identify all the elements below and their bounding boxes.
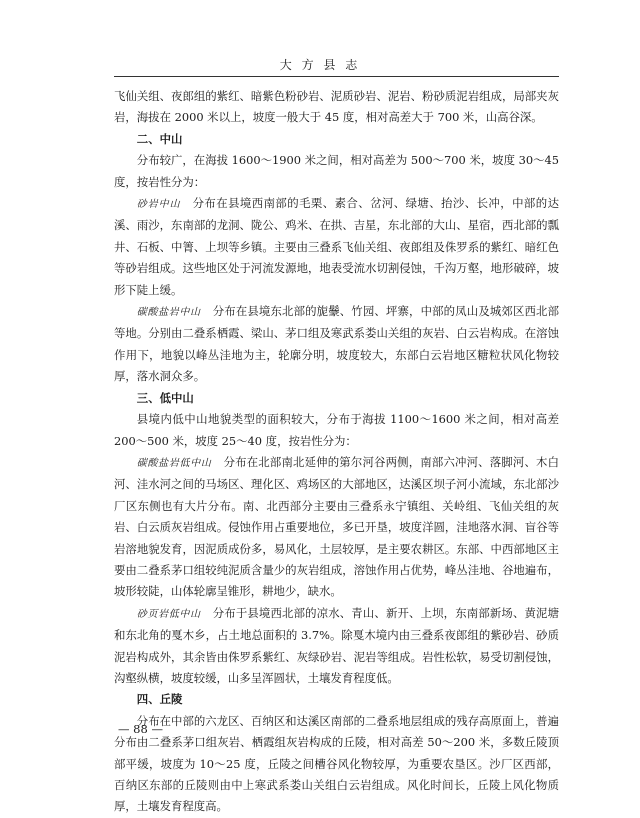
running-head: 大 方 县 志 [279, 58, 361, 72]
term-paragraph [114, 193, 559, 301]
term-label: 碳酸盐岩低中山 [136, 457, 212, 469]
term-text: 分布在县境西南部的毛栗、素合、岔河、绿塘、抬沙、长冲，中部的达溪、雨沙，东南部的龙洞、陇公、鸡米、在拱、吉星，东北部的大山、星宿，西北部的瓢井、石板、中箐、上坝等乡镇。主要由三叠系飞仙关组、夜郎组及侏罗系的紫红、暗红色等砂岩组成。这些地区处于河流发源地，地表受流水切割侵蚀，千沟万壑，地形破碎，坡形下陡上缓。 [114, 196, 559, 297]
section-heading: 二、中山 [136, 131, 183, 146]
page-number: — 88 — [118, 722, 163, 736]
term-label: 砂页岩低中山 [136, 608, 201, 620]
term-paragraph [114, 301, 559, 388]
term-paragraph [114, 603, 559, 690]
section-heading: 三、低中山 [136, 390, 194, 405]
paragraph: 县境内低中山地貌类型的面积较大，分布于海拔 1100～1600 米之间，相对高差 200～500 米，坡度 25～40 度，按岩性分为： [114, 412, 559, 448]
header-rule [114, 76, 559, 77]
term-text: 分布于县境西北部的凉水、青山、新开、上坝，东南部新场、黄泥塘和东北角的戛木乡，占土地总面积的 3.7%。除戛木境内由三叠系夜郎组的紫砂岩、砂质泥岩构成外，其余皆由侏罗系紫红、灰绿砂岩、泥岩等组成。岩性松软，易受切割侵蚀，沟壑纵横，坡度较缓，山多呈浑圆状，土壤发育程度低。 [114, 605, 559, 685]
paragraph: 飞仙关组、夜郎组的紫红、暗紫色粉砂岩、泥质砂岩、泥岩、粉砂质泥岩组成，局部夹灰岩，海拔在 2000 米以上，坡度一般大于 45 度，相对高差大于 700 米，山高谷深。 [114, 89, 559, 125]
term-label: 砂岩中山 [136, 199, 181, 211]
section-heading: 四、丘陵 [136, 692, 183, 707]
paragraph: 分布较广，在海拔 1600～1900 米之间，相对高差为 500～700 米，坡度 30～45 度，按岩性分为： [114, 153, 559, 189]
term-text: 分布在北部南北延伸的第尔河谷两侧，南部六冲河、落脚河、木白河、洼水河之间的马场区、理化区、鸡场区的大部地区，达溪区坝子河小流域，东北部沙厂区东侧也有大片分布。南、北西部分主要由三叠系永宁镇组、关岭组、飞仙关组的灰岩、白云质灰岩组成。侵蚀作用占重要地位，多已开垦，坡度洋圆，洼地落水洞、盲谷等岩溶地貌发育，因泥质成份多，易风化，土层较厚，是主要农耕区。东部、中西部地区主要由二叠系茅口组较纯泥质含量少的灰岩组成，溶蚀作用占优势，峰丛洼地、谷地遍布，坡形较陡，山体轮廓呈锥形，耕地少，缺水。 [114, 454, 559, 599]
term-paragraph [114, 452, 559, 603]
term-label: 碳酸盐岩中山 [136, 307, 201, 319]
paragraph: 分布在中部的六龙区、百纳区和达溪区南部的二叠系地层组成的残存高原面上，普遍分布由二叠系茅口组灰岩、栖霞组灰岩构成的丘陵，相对高差 50～200 米，多数丘陵顶部平缓，坡度为 10～25 度，丘陵之间槽谷风化物较厚，为重要农垦区。沙厂区西部，百纳区东部的丘陵则由中上寒武系娄山关组白云岩组成。风化时间长，丘陵上风化物质厚，土壤发育程度高。 [114, 713, 559, 814]
term-text: 分布在县境东北部的旎䰒、竹园、坪寨，中部的凤山及城郊区西北部等地。分别由二叠系栖霞、梁山、茅口组及寒武系娄山关组的灰岩、白云岩构成。在溶蚀作用下，地貌以峰丛洼地为主，轮廓分明，坡度较大，东部白云岩地区糖粒状风化物较厚，落水洞众多。 [114, 304, 559, 384]
body-text [114, 86, 559, 818]
